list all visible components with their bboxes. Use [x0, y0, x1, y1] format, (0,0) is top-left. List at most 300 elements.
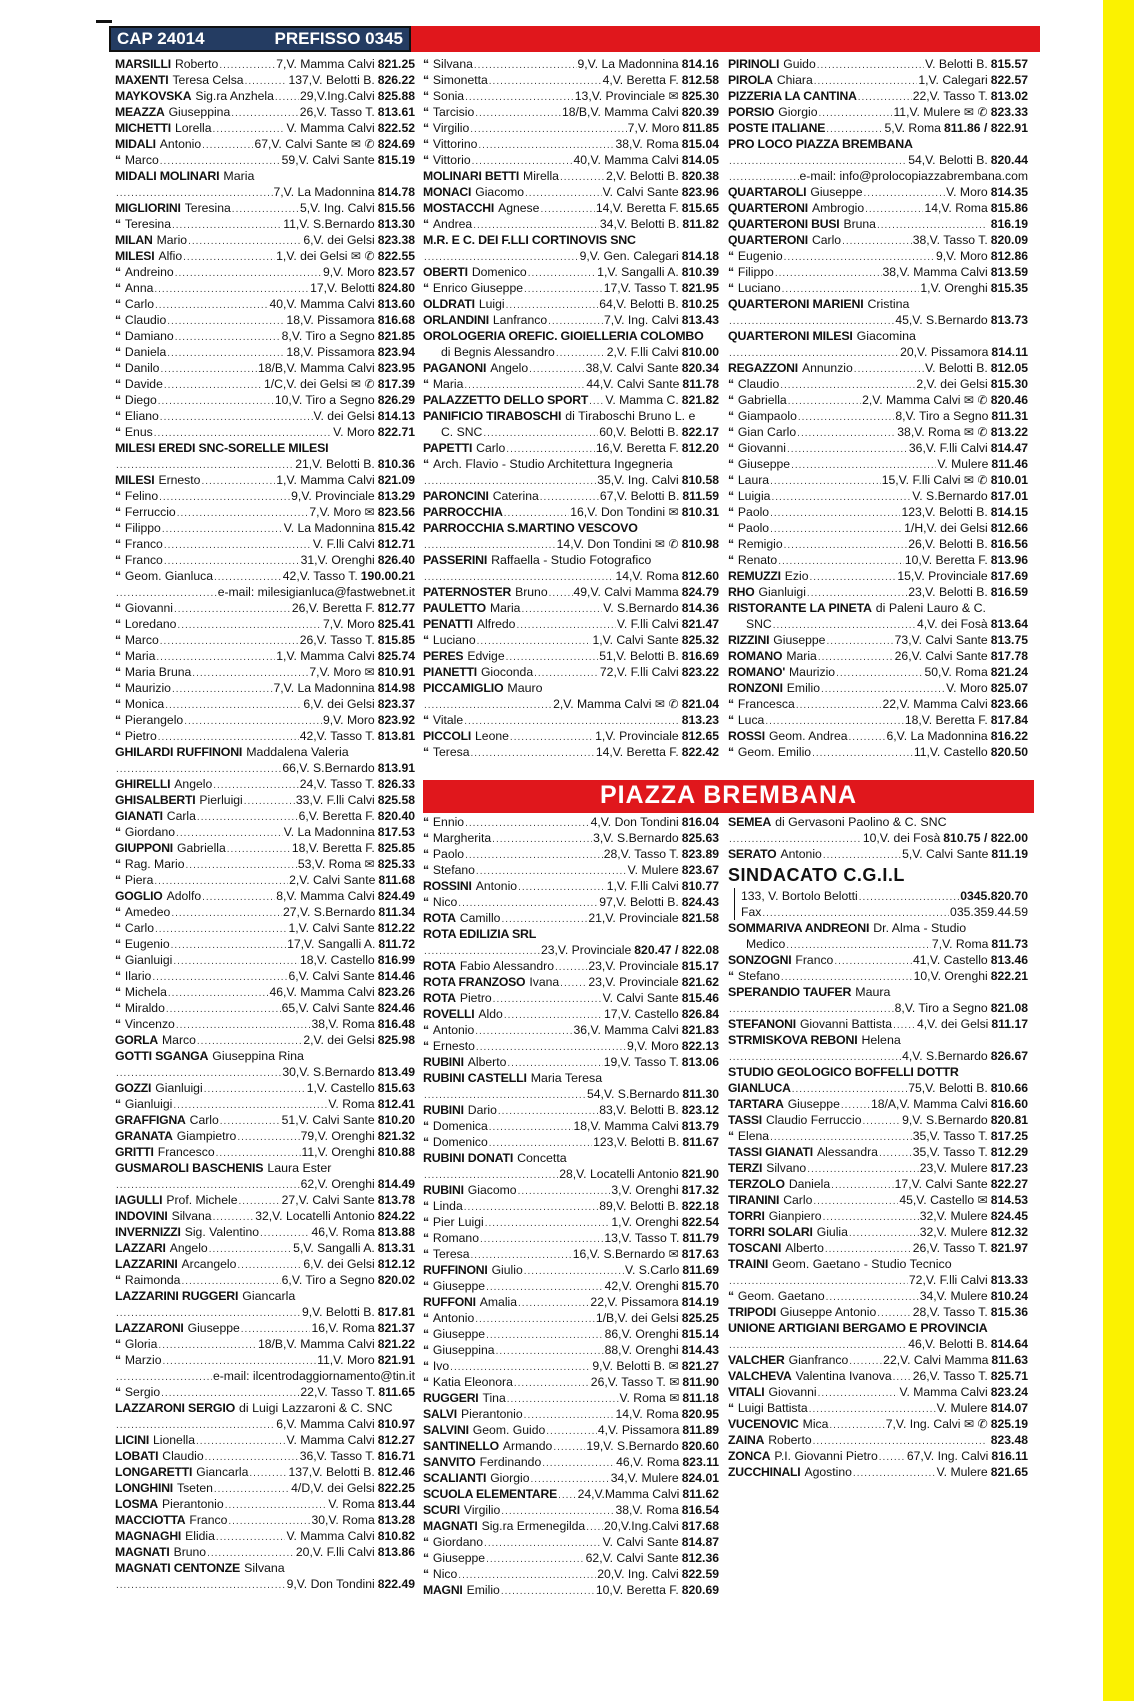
entry-surname: MILESI [115, 473, 155, 487]
entry-given-name: Bruno [515, 585, 548, 599]
entry-phone: 821.90 [681, 1167, 719, 1181]
directory-entry [115, 920, 415, 936]
entry-address: 31,V. Orenghi [300, 553, 375, 567]
entry-surname: “ [423, 895, 429, 909]
entry-address-phone [946, 680, 1028, 696]
entry-address-phone [909, 1272, 1028, 1288]
dot-leader [116, 458, 294, 472]
dot-leader [173, 1098, 327, 1112]
directory-entry [115, 1240, 415, 1256]
entry-name [728, 280, 781, 296]
entry-phone: 810.82 [377, 1529, 415, 1543]
entry-address: 26,V. Tasso T. [299, 633, 375, 647]
dot-leader [116, 1178, 300, 1192]
directory-entry [115, 344, 415, 360]
entry-address: 1/B,V. dei Gelsi [595, 1311, 679, 1325]
directory-entry [423, 200, 719, 216]
entry-address-phone [300, 1384, 415, 1400]
directory-entry [115, 424, 415, 440]
dot-leader [813, 1194, 898, 1208]
directory-entry [115, 72, 415, 88]
directory-entry [423, 680, 719, 696]
directory-entry [115, 1400, 415, 1416]
entry-address-phone [599, 1102, 719, 1118]
entry-name [728, 184, 863, 200]
directory-entry [115, 168, 415, 184]
entry-given-name: Antonio [475, 879, 518, 893]
dot-leader [471, 746, 595, 760]
entry-phone: 812.66 [990, 521, 1028, 535]
entry-given-name: Mario [156, 233, 188, 247]
entry-surname: “ [423, 1039, 429, 1053]
entry-address-phone [918, 72, 1028, 88]
entry-surname: “ [115, 393, 121, 407]
entry-name [115, 616, 176, 632]
entry-phone: 822.52 [377, 121, 415, 135]
entry-address-phone [258, 1336, 415, 1352]
entry-given-name: Angelo [490, 361, 529, 375]
entry-surname: “ [115, 617, 121, 631]
entry-surname: “ [115, 825, 121, 839]
directory-entry [728, 1000, 1028, 1016]
dot-leader [464, 378, 585, 392]
entry-address: 46,V. Roma [311, 1225, 375, 1239]
entry-given-name: Domenico [471, 265, 527, 279]
entry-phone: 814.11 [991, 345, 1028, 359]
directory-entry [423, 1358, 719, 1374]
entry-address-phone [920, 1160, 1028, 1176]
directory-entry [115, 808, 415, 824]
entry-given-name: Paolo [737, 505, 770, 519]
entry-phone: 814.98 [377, 681, 415, 695]
dot-leader [788, 394, 861, 408]
entry-phone: 810.01 [990, 473, 1028, 487]
directory-entry [728, 744, 1028, 760]
entry-address-phone [913, 1144, 1028, 1160]
dot-leader [507, 1056, 602, 1070]
entry-phone: 811.62 [682, 1487, 719, 1501]
entry-given-name: Chiara [776, 73, 813, 87]
entry-phone: 823.33 [990, 105, 1028, 119]
entry-address: 14,V. Beretta F. [595, 745, 679, 759]
entry-name [423, 1150, 567, 1166]
entry-surname: “ [115, 873, 121, 887]
entry-phone: 817.01 [990, 489, 1028, 503]
dot-leader [525, 186, 602, 200]
directory-entry [423, 1166, 719, 1182]
entry-phone: 810.75 / 822.00 [943, 831, 1028, 845]
entry-address: V. Roma [328, 1097, 375, 1111]
entry-surname: “ [423, 153, 429, 167]
entry-surname: REGAZZONI [728, 361, 798, 375]
entry-name [423, 990, 492, 1006]
entry-phone: 825.71 [990, 1369, 1028, 1383]
entry-address: 1,V. Castello [306, 1081, 375, 1095]
dot-leader [220, 1114, 281, 1128]
entry-address-phone [604, 846, 719, 862]
entry-address-phone [311, 1224, 415, 1240]
entry-phone: 811.86 / 822.91 [943, 121, 1028, 135]
entry-phone: 813.49 [377, 1065, 415, 1079]
entry-address-phone [895, 312, 1028, 328]
entry-surname: “ [423, 457, 429, 471]
entry-address-phone [946, 184, 1028, 200]
entry-given-name: Giuseppe [810, 185, 863, 199]
entry-address: 40,V. Mamma Calvi [573, 153, 679, 167]
entry-given-name: Marco [124, 633, 159, 647]
entry-given-name: Stefano [737, 969, 780, 983]
entry-given-name: Ambrogio [811, 201, 865, 215]
directory-entry [423, 1486, 719, 1502]
dot-leader [471, 1248, 572, 1262]
entry-phone: 823.67 [681, 863, 719, 877]
entry-address-phone [895, 408, 1028, 424]
entry-address: 19,V. S.Bernardo [586, 1439, 679, 1453]
entry-surname: MILESI EREDI SNC-SORELLE MILESI [115, 441, 329, 455]
dot-leader [770, 1130, 912, 1144]
directory-entry [728, 1304, 1028, 1320]
entry-address: 9,V. Moro [323, 265, 375, 279]
dot-leader [424, 474, 596, 488]
entry-address-phone [300, 952, 415, 968]
entry-address-phone [328, 1496, 415, 1512]
entry-phone: 817.69 [990, 569, 1028, 583]
dot-leader [473, 218, 599, 232]
dot-leader [464, 714, 678, 728]
entry-address-phone [575, 88, 719, 104]
entry-name [115, 1096, 172, 1112]
entry-name [728, 1432, 812, 1448]
entry-address-phone [886, 1416, 1028, 1432]
entry-surname: “ [115, 1097, 121, 1111]
directory-entry [728, 440, 1028, 456]
directory-entry [423, 616, 719, 632]
entry-address: 42,V. Tasso T. [299, 729, 375, 743]
dot-leader [213, 122, 286, 136]
entry-address: 9,V. Provinciale [291, 489, 375, 503]
entry-address: 6,V. Beretta F. [298, 809, 375, 823]
entry-address-phone [862, 392, 1028, 408]
entry-surname: “ [115, 217, 121, 231]
entry-address: 62,V. Orenghi [300, 1177, 375, 1191]
dot-leader [796, 698, 882, 712]
entry-name [115, 104, 230, 120]
directory-entry [728, 504, 1028, 520]
entry-phone: 813.81 [377, 729, 415, 743]
directory-entry [728, 696, 1028, 712]
entry-name [115, 872, 153, 888]
entry-phone: 822.17 [681, 425, 719, 439]
entry-address-phone [313, 536, 415, 552]
entry-given-name: Amedeo [124, 905, 171, 919]
entry-surname: “ [115, 569, 121, 583]
dot-leader [181, 1274, 280, 1288]
entry-phone: 811.89 [682, 1423, 719, 1437]
entry-surname: SCURI [423, 1503, 460, 1517]
entry-phone: 822.27 [990, 1177, 1028, 1191]
sindacato-title: SINDACATO C.G.I.L [728, 865, 905, 885]
entry-given-name: Lorella [174, 121, 212, 135]
dot-leader [201, 474, 275, 488]
dot-leader [213, 778, 299, 792]
entry-address: 9,V. Belotti B. ✉ [592, 1359, 679, 1373]
directory-entry [728, 520, 1028, 536]
entry-name [728, 920, 966, 936]
entry-address-phone [586, 376, 719, 392]
entry-address: 14,V. Roma [615, 569, 679, 583]
entry-surname: INDOVINI [115, 1209, 168, 1223]
directory-entry [728, 456, 1028, 472]
dot-leader [214, 1482, 290, 1496]
entry-surname: “ [115, 1337, 121, 1351]
dot-leader [518, 1296, 589, 1310]
entry-address-phone [323, 712, 415, 728]
entry-phone: 823.38 [377, 233, 415, 247]
entry-address: 26,V. Beretta F. [291, 601, 375, 615]
dot-leader [814, 74, 918, 88]
entry-name [728, 408, 797, 424]
entry-address: 8,V. Mamma Calvi [276, 889, 375, 903]
entry-name [423, 504, 503, 520]
entry-address: V. Mulere [936, 1465, 988, 1479]
entry-address-phone [587, 1086, 719, 1102]
entry-phone: 820.50 [990, 745, 1028, 759]
directory-entry [423, 846, 719, 862]
entry-surname: MIDALI MOLINARI [115, 169, 220, 183]
entry-name [423, 216, 472, 232]
entry-surname: RUBINI CASTELLI [423, 1071, 527, 1085]
directory-entry [115, 1368, 415, 1384]
dot-leader [729, 314, 894, 328]
entry-surname: “ [728, 265, 734, 279]
entry-address-phone [599, 1198, 719, 1214]
entry-name [423, 1246, 470, 1262]
entry-address-phone [314, 408, 415, 424]
entry-surname: “ [423, 1311, 429, 1325]
entry-surname: MILESI [115, 249, 155, 263]
dot-leader [196, 1434, 285, 1448]
entry-given-name: Rag. Mario [124, 857, 185, 871]
entry-phone: 823.56 [377, 505, 415, 519]
directory-entry [423, 152, 719, 168]
entry-address: 38,V. Roma [615, 137, 679, 151]
entry-phone: 812.46 [377, 1465, 415, 1479]
directory-entry [423, 696, 719, 712]
entry-surname: STEFANONI [728, 1017, 796, 1031]
entry-name [115, 88, 274, 104]
entry-given-name: Silvana [171, 1209, 212, 1223]
dot-leader [228, 1514, 310, 1528]
entry-phone: 820.40 [377, 809, 415, 823]
entry-surname: “ [115, 281, 121, 295]
entry-address: 20,V. Ing. Calvi [597, 1567, 679, 1581]
entry-name [115, 1272, 180, 1288]
entry-address: 38,V. Calvi Sante [585, 361, 679, 375]
entry-given-name: Giuseppe [737, 457, 791, 471]
entry-surname: MAYKOVSKA [115, 89, 192, 103]
directory-entry [728, 1128, 1028, 1144]
entry-surname: “ [115, 297, 121, 311]
entry-given-name: Vittorio [432, 153, 471, 167]
entry-address-phone [596, 200, 719, 216]
entry-surname: ROTA [423, 991, 456, 1005]
entry-surname: PALAZZETTO DELLO SPORT [423, 393, 589, 407]
entry-name [423, 88, 464, 104]
entry-name [423, 862, 475, 878]
entry-given-name: Luciano [737, 281, 781, 295]
entry-address: 9,V. Moro [323, 713, 375, 727]
entry-phone: 812.32 [990, 1225, 1028, 1239]
entry-given-name: di Paleni Lauro & C. [875, 601, 986, 615]
dot-leader [781, 970, 913, 984]
entry-address: 18/B,V. Mamma Calvi [561, 105, 679, 119]
entry-name [728, 1400, 808, 1416]
directory-entry [115, 600, 415, 616]
entry-address-phone [317, 1352, 415, 1368]
entry-given-name: Antonio [432, 1311, 475, 1325]
directory-entry [423, 910, 719, 926]
entry-given-name: Geom. Andrea [768, 729, 848, 743]
entry-given-name: Annunzio [801, 361, 853, 375]
entry-name [728, 846, 822, 862]
entry-address: 11,V. Mulere ✉ ✆ [893, 105, 988, 119]
entry-address-phone [597, 472, 719, 488]
directory-entry [423, 1390, 719, 1406]
entry-surname: MAGNAGHI [115, 1529, 182, 1543]
dot-leader [771, 490, 911, 504]
entry-given-name: Giacomo [475, 185, 525, 199]
entry-name [423, 392, 588, 408]
dot-leader [158, 730, 299, 744]
entry-address-phone [300, 104, 415, 120]
directory-entry [728, 1400, 1028, 1416]
entry-address-phone [908, 152, 1028, 168]
entry-address: 8,V. Tiro a Segno [894, 1001, 988, 1015]
column-3-lower [728, 814, 1028, 1480]
entry-surname: GOTTI SGANGA [115, 1049, 209, 1063]
directory-entry [115, 296, 415, 312]
directory-entry [728, 920, 1028, 936]
dot-leader [841, 1098, 870, 1112]
directory-entry [728, 1240, 1028, 1256]
entry-given-name: Adolfo [166, 889, 202, 903]
entry-address: 41,V. Castello [912, 953, 988, 967]
entry-phone: 814.18 [681, 249, 719, 263]
entry-given-name: Giuseppina [432, 1343, 495, 1357]
entry-address: V. La Madonnina [283, 825, 375, 839]
entry-surname: SPERANDIO TAUFER [728, 985, 852, 999]
entry-phone: 825.07 [990, 681, 1028, 695]
entry-address-phone [899, 1384, 1028, 1400]
entry-address: e-mail: ilcentrodaggiornamento@tin.it [212, 1369, 415, 1383]
entry-address: V. Moro [333, 425, 375, 439]
entry-name [728, 536, 783, 552]
entry-phone: 826.29 [377, 393, 415, 407]
dot-leader [849, 1354, 882, 1368]
entry-name [423, 1406, 523, 1422]
entry-address-phone [916, 376, 1028, 392]
entry-phone: 813.44 [377, 1497, 415, 1511]
entry-address-phone [592, 632, 719, 648]
entry-name [115, 1352, 161, 1368]
entry-phone: 811.82 [682, 217, 719, 231]
entry-surname: ROVELLI [423, 1007, 475, 1021]
entry-given-name: Gianpiero [768, 1209, 822, 1223]
entry-surname: GOZZI [115, 1081, 152, 1095]
entry-phone: 824.69 [377, 137, 415, 151]
entry-address: V. Calvi Sante [602, 1535, 679, 1549]
entry-given-name: Cristina [867, 297, 910, 311]
entry-name [115, 120, 212, 136]
directory-entry [728, 830, 1028, 846]
entry-name [423, 280, 523, 296]
dot-leader [807, 586, 907, 600]
entry-address: 32,V. Mulere [919, 1225, 988, 1239]
entry-name [115, 1032, 196, 1048]
entry-address: V. Moro [946, 185, 988, 199]
entry-name [115, 296, 154, 312]
entry-surname: “ [423, 713, 429, 727]
dot-leader [826, 1290, 919, 1304]
dot-leader [504, 1008, 603, 1022]
dot-leader [155, 922, 287, 936]
entry-phone: 822.25 [377, 1481, 415, 1495]
entry-address-phone [300, 632, 415, 648]
entry-surname: TORRI [728, 1209, 765, 1223]
entry-address-phone [295, 456, 415, 472]
entry-address-phone [557, 536, 719, 552]
entry-name [728, 1080, 791, 1096]
directory-entry [423, 472, 719, 488]
entry-address: 49,V. Calvi Mamma [573, 585, 679, 599]
entry-address-phone [871, 1096, 1028, 1112]
entry-address: 9,V. Gen. Calegari [579, 249, 679, 263]
entry-name [423, 328, 704, 344]
prefisso-label: PREFISSO 0345 [274, 29, 403, 48]
entry-address: 7,V. Moro ✉ [309, 505, 375, 519]
entry-name [115, 664, 191, 680]
entry-address: 2,V. dei Gelsi [303, 1033, 375, 1047]
entry-phone: 814.47 [990, 441, 1028, 455]
entry-phone: 825.85 [377, 841, 415, 855]
dot-leader [209, 1242, 292, 1256]
entry-phone: 813.61 [377, 105, 415, 119]
entry-address: 54,V. Belotti B. [908, 153, 988, 167]
directory-entry [115, 216, 415, 232]
entry-surname: ZUCCHINALI [728, 1465, 801, 1479]
entry-name [115, 1160, 331, 1176]
entry-phone: 816.22 [990, 729, 1028, 743]
entry-given-name: Giovanni [768, 1385, 817, 1399]
directory-entry [423, 376, 719, 392]
entry-phone: 815.65 [681, 201, 719, 215]
entry-given-name: Aldo [478, 1007, 503, 1021]
entry-given-name: Fabio Alessandro [459, 959, 555, 973]
directory-entry [423, 1230, 719, 1246]
dot-leader [478, 138, 614, 152]
entry-phone: 815.42 [377, 521, 415, 535]
entry-address: 67,V. Ing. Calvi [906, 1449, 989, 1463]
entry-surname: “ [115, 313, 121, 327]
dot-leader [770, 522, 903, 536]
entry-address-phone [600, 488, 719, 504]
entry-given-name: Giuseppina [168, 105, 231, 119]
entry-phone: 823.95 [377, 361, 415, 375]
entry-address-phone [606, 168, 719, 184]
entry-address-phone [301, 1128, 415, 1144]
entry-address: 1,V. Calegari [918, 73, 988, 87]
entry-address: 28,V. Tasso T. [912, 1305, 988, 1319]
